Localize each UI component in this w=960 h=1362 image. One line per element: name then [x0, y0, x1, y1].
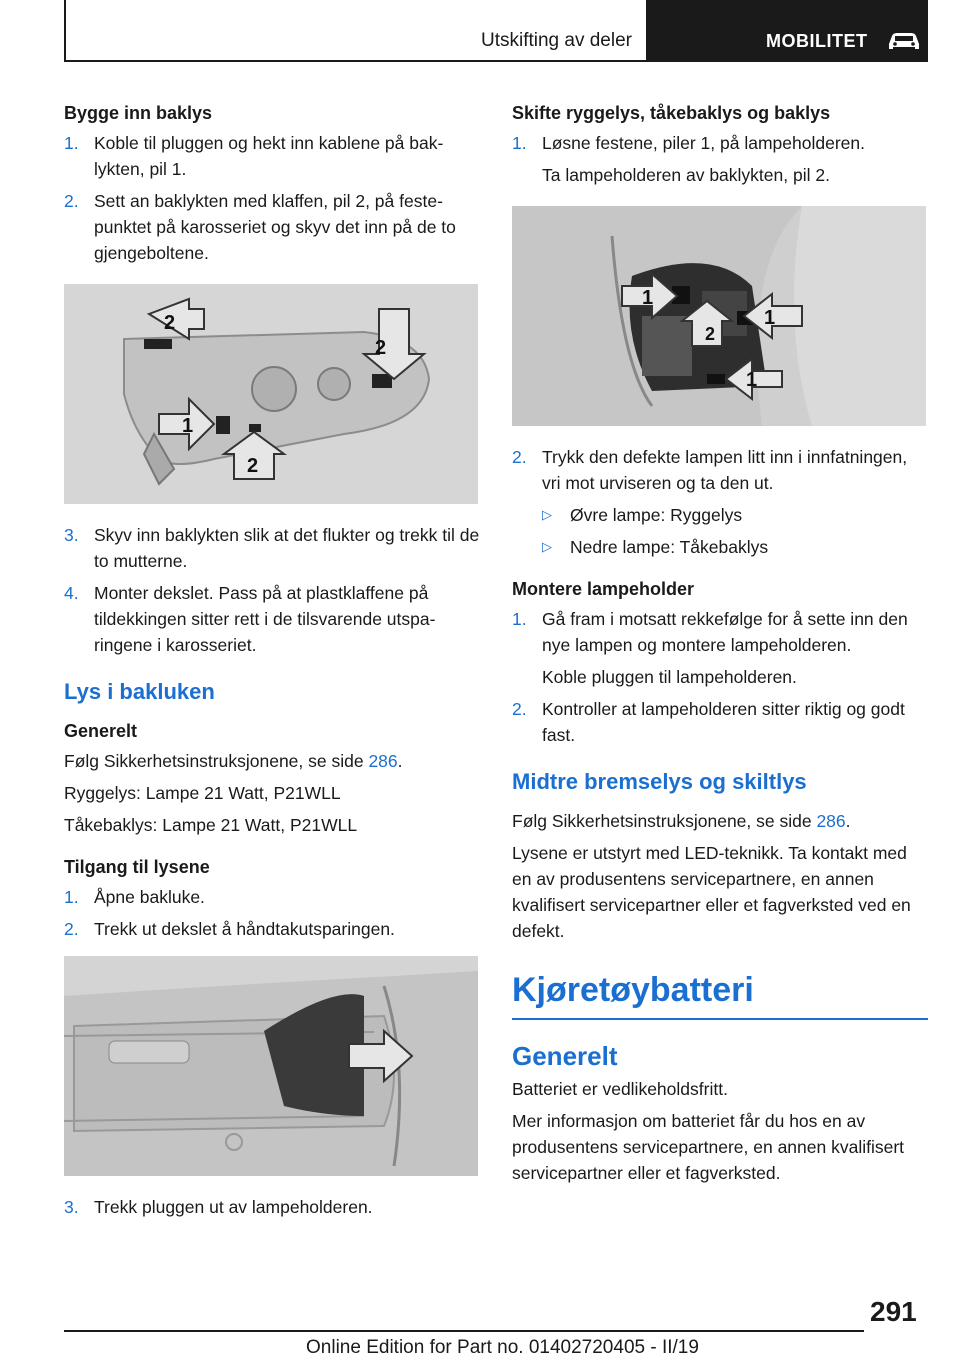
mount-step [512, 606, 928, 658]
install-step [64, 580, 480, 658]
triangle-bullet-icon: ▷ [542, 507, 552, 522]
figure-label: 2 [164, 312, 176, 334]
access-heading: Tilgang til lysene [64, 857, 210, 877]
figure-label: 1 [764, 307, 776, 329]
step-text: Trykk den defekte lampen litt inn i innfatningen, vri mot urviseren og ta den ut. [542, 447, 908, 493]
figure-label: 2 [705, 324, 716, 344]
battery-paragraph: Batteriet er vedlikeholdsfritt. [512, 1079, 728, 1099]
step-number: 2. [512, 447, 527, 467]
footer-divider [64, 1330, 864, 1332]
access-step [64, 1194, 480, 1220]
step-text: Monter dekslet. Pass på at plastklaffene på tildekkingen sitter rett i de tilsvarende utsparingene i karosseriet. [94, 583, 436, 655]
step-number: 1. [512, 609, 527, 629]
install-step [64, 130, 480, 182]
install-heading: Bygge inn baklys [64, 103, 213, 123]
step-text: Åpne bakluke. [94, 887, 205, 907]
battery-heading: Kjøretøybatteri [512, 970, 928, 1020]
page-header [64, 0, 928, 66]
step-number: 4. [64, 583, 79, 603]
safety-text: Følg Sikkerhetsinstruksjonene, se side [512, 811, 817, 831]
tail-light-figure [64, 284, 478, 504]
period: . [397, 751, 403, 771]
step-text: Koble til pluggen og hekt inn kablene på baklykten, pil 1. [94, 133, 444, 179]
figure-label: 1 [642, 287, 654, 309]
section-title: Utskifting av deler [480, 30, 632, 51]
safety-text: Følg Sikkerhetsinstruksjonene, se side [64, 751, 369, 771]
bullet-text: Nedre lampe: Tåkebaklys [570, 537, 769, 557]
install-step [64, 188, 480, 266]
replace-step [512, 130, 928, 156]
period: . [845, 811, 851, 831]
bullet-item [512, 534, 928, 560]
bullet-text: Øvre lampe: Ryggelys [570, 505, 743, 525]
right-column [512, 100, 928, 1192]
triangle-bullet-icon: ▷ [542, 539, 552, 554]
battery-paragraph: Mer informasjon om batteriet får du hos en av produsentens servicepartnere, en annen kvalifisert servicepartner eller et fagverksted. [512, 1111, 905, 1183]
step-text: Gå fram i motsatt rekkefølge for å sette inn den nye lampen og montere lampeholderen. [542, 609, 908, 655]
step-text: Skyv inn baklykten slik at det flukter og trekk til de to mutterne. [94, 525, 480, 571]
mount-step [512, 696, 928, 748]
step-number: 1. [512, 133, 527, 153]
mount-heading: Montere lampeholder [512, 579, 695, 599]
reverse-light-spec: Ryggelys: Lampe 21 Watt, P21WLL [64, 783, 341, 803]
install-step [64, 522, 480, 574]
step-number: 2. [64, 919, 79, 939]
fog-light-spec: Tåkebaklys: Lampe 21 Watt, P21WLL [64, 815, 358, 835]
section-title-box [64, 0, 648, 62]
page-link[interactable]: 286 [368, 751, 398, 771]
brake-heading: Midtre bremselys og skiltlys [512, 769, 807, 794]
step-number: 1. [64, 133, 79, 153]
battery-general-heading: Generelt [512, 1041, 618, 1071]
step-text: Kontroller at lampeholderen sitter riktig og godt fast. [542, 699, 905, 745]
access-step [64, 916, 480, 942]
page-link[interactable]: 286 [816, 811, 846, 831]
car-icon [886, 30, 922, 52]
step-text: Løsne festene, piler 1, på lampeholderen. [542, 133, 865, 153]
replace-heading: Skifte ryggelys, tåkebaklys og baklys [512, 103, 831, 123]
step-text: Sett an baklykten med klaffen, pil 2, på festepunktet på karosseriet og skyv det inn på de to gjengeboltene. [94, 191, 456, 263]
step-number: 2. [64, 191, 79, 211]
tailgate-heading: Lys i bakluken [64, 679, 215, 704]
led-paragraph: Lysene er utstyrt med LED-teknikk. Ta kontakt med en av produsentens servicepartnere, en annen kvalifisert servicepartner eller et fagverksted ved en defekt. [512, 843, 911, 941]
left-column [64, 100, 480, 1226]
tailgate-cover-figure [64, 956, 478, 1176]
step-number: 2. [512, 699, 527, 719]
step-text: Trekk pluggen ut av lampeholderen. [94, 1197, 373, 1217]
figure-label: 2 [375, 337, 387, 359]
general-heading: Generelt [64, 721, 138, 741]
lamp-holder-figure [512, 206, 926, 426]
figure-label: 1 [746, 369, 758, 391]
page-number: 291 [870, 1296, 917, 1327]
chapter-title-box [648, 0, 928, 62]
figure-label: 2 [247, 455, 259, 477]
edition-text: Online Edition for Part no. 01402720405 - II/19 [306, 1337, 699, 1358]
figure-label: 1 [182, 415, 194, 437]
safety-reference [512, 808, 928, 834]
bullet-item [512, 502, 928, 528]
step-number: 1. [64, 887, 79, 907]
step-continuation: Ta lampeholderen av baklykten, pil 2. [542, 165, 830, 185]
step-number: 3. [64, 1197, 79, 1217]
replace-step [512, 444, 928, 496]
step-number: 3. [64, 525, 79, 545]
step-continuation: Koble pluggen til lampeholderen. [542, 667, 797, 687]
step-text: Trekk ut dekslet å håndtakutsparingen. [94, 919, 395, 939]
access-step [64, 884, 480, 910]
chapter-title: MOBILITET [766, 31, 868, 51]
safety-reference [64, 748, 480, 774]
